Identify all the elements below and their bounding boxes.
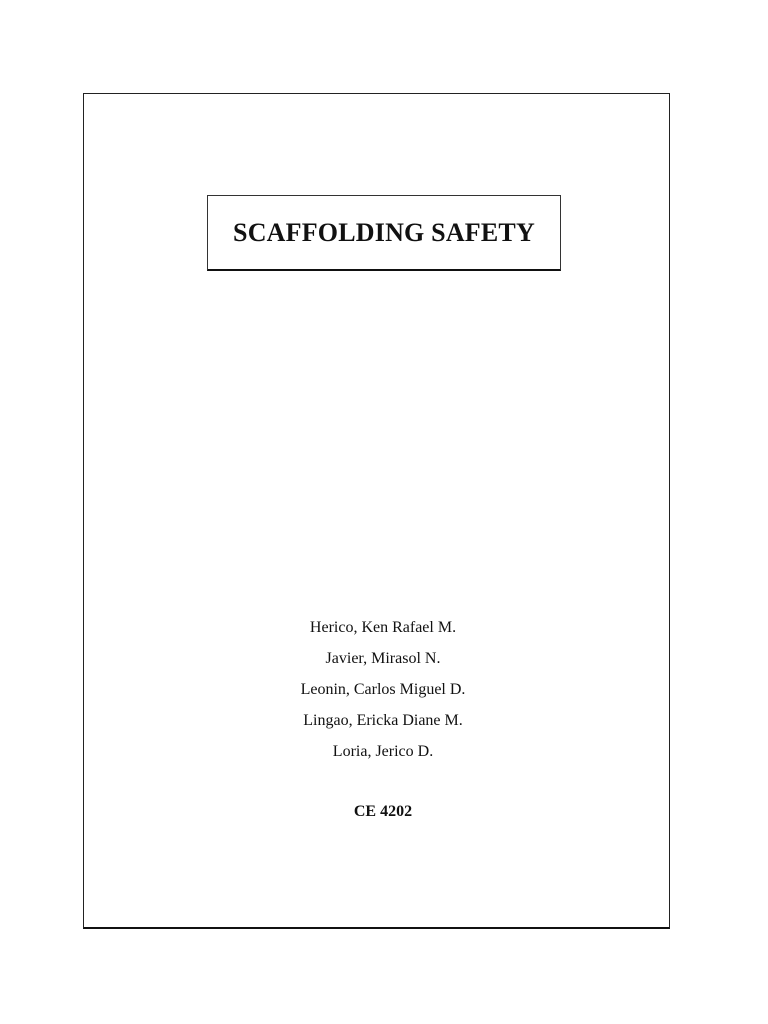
author-name: Javier, Mirasol N. [325, 650, 441, 667]
document-title: SCAFFOLDING SAFETY [233, 217, 535, 247]
title-box [207, 195, 561, 271]
course-code: CE 4202 [353, 803, 413, 820]
author-name: Loria, Jerico D. [332, 743, 434, 760]
author-name: Lingao, Ericka Diane M. [303, 712, 463, 729]
author-name: Leonin, Carlos Miguel D. [300, 681, 466, 698]
author-name: Herico, Ken Rafael M. [309, 619, 457, 636]
author-list [83, 612, 683, 767]
